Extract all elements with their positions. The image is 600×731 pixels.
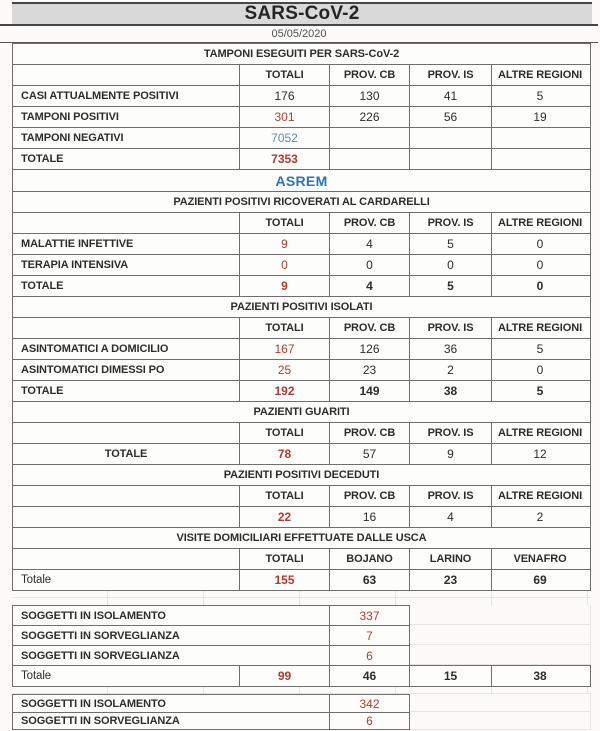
- value-cell: 78: [240, 444, 330, 464]
- value-cell: 192: [240, 381, 330, 401]
- column-header: PROV. IS: [410, 65, 492, 85]
- table-row: [12, 106, 591, 127]
- value-cell: 9: [410, 444, 492, 464]
- column-header: TOTALI: [240, 549, 330, 569]
- column-header: TOTALI: [240, 318, 330, 338]
- column-header: PROV. IS: [410, 423, 492, 443]
- value-cell: 23: [330, 360, 410, 380]
- value-cell: 0: [410, 255, 492, 275]
- column-header: PROV. IS: [410, 486, 492, 506]
- table-row: [12, 275, 591, 296]
- section-title: VISITE DOMICILIARI EFFETTUATE DALLE USCA: [12, 527, 591, 548]
- column-header: TOTALI: [240, 65, 330, 85]
- column-header-row: [12, 485, 591, 506]
- value-cell: 7: [330, 625, 410, 645]
- value-cell: 69: [533, 573, 547, 587]
- column-header: PROV. CB: [330, 423, 410, 443]
- empty-grid-area: [410, 645, 591, 665]
- value-cell: 9: [240, 276, 330, 296]
- value-cell: 9: [240, 234, 330, 254]
- column-header: ALTRE REGIONI: [497, 490, 583, 502]
- corner-cell: [13, 423, 240, 443]
- column-header: ALTRE REGIONI: [497, 427, 583, 439]
- table-row: [12, 380, 591, 401]
- value-cell: 5: [536, 342, 544, 356]
- column-header: ALTRE REGIONI: [497, 322, 583, 334]
- table-row: [12, 85, 591, 106]
- column-header: PROV. CB: [330, 213, 410, 233]
- table-row: [12, 569, 591, 590]
- row-label: TOTALE: [13, 149, 240, 169]
- row-label: SOGGETTI IN SORVEGLIANZA: [12, 712, 330, 730]
- section-title: PAZIENTI GUARITI: [12, 401, 591, 422]
- value-cell: 41: [410, 86, 492, 106]
- column-header: ALTRE REGIONI: [497, 69, 583, 81]
- value-cell: 19: [533, 110, 547, 124]
- asrem-label: ASREM: [12, 169, 591, 191]
- column-header-row: [12, 422, 591, 443]
- spreadsheet-gap: [12, 686, 591, 694]
- standalone-row: [12, 625, 591, 645]
- value-cell: [330, 128, 410, 148]
- value-cell: 22: [240, 507, 330, 527]
- value-cell: [330, 149, 410, 169]
- report-tables: [12, 43, 591, 730]
- value-cell: 4: [330, 276, 410, 296]
- value-cell: 342: [330, 694, 410, 712]
- value-cell: 130: [330, 86, 410, 106]
- value-cell: 99: [240, 666, 330, 686]
- table-row: [12, 665, 591, 686]
- row-label: MALATTIE INFETTIVE: [13, 234, 240, 254]
- value-cell: 4: [330, 234, 410, 254]
- column-header: TOTALI: [240, 213, 330, 233]
- report-date: 05/05/2020: [0, 26, 598, 43]
- value-cell: 7353: [240, 149, 330, 169]
- row-label: TAMPONI NEGATIVI: [13, 128, 240, 148]
- value-cell: 4: [410, 507, 492, 527]
- value-cell: 56: [410, 107, 492, 127]
- column-header-row: [12, 548, 591, 569]
- value-cell: [492, 149, 588, 169]
- row-label: SOGGETTI IN ISOLAMENTO: [12, 605, 330, 625]
- row-label: Totale: [13, 570, 240, 590]
- value-cell: 15: [410, 666, 492, 686]
- standalone-row: [12, 712, 591, 730]
- column-header-row: [12, 212, 591, 233]
- row-label: TERAPIA INTENSIVA: [13, 255, 240, 275]
- empty-grid-area: [410, 712, 591, 730]
- value-cell: 0: [330, 255, 410, 275]
- column-header: TOTALI: [240, 423, 330, 443]
- column-header: VENAFRO: [513, 553, 567, 565]
- corner-cell: [13, 65, 240, 85]
- row-label: [13, 507, 240, 527]
- row-label: TOTALE: [13, 276, 240, 296]
- value-cell: 57: [330, 444, 410, 464]
- row-label: TAMPONI POSITIVI: [13, 107, 240, 127]
- page-title: SARS-CoV-2: [12, 2, 592, 24]
- value-cell: 126: [330, 339, 410, 359]
- column-header: PROV. CB: [330, 486, 410, 506]
- table-row: [12, 233, 591, 254]
- value-cell: 38: [533, 669, 547, 683]
- standalone-row: [12, 694, 591, 712]
- section-title: PAZIENTI POSITIVI RICOVERATI AL CARDARELLI: [12, 191, 591, 212]
- value-cell: 63: [330, 570, 410, 590]
- column-header: LARINO: [410, 549, 492, 569]
- value-cell: 155: [240, 570, 330, 590]
- column-header: PROV. IS: [410, 318, 492, 338]
- row-label: CASI ATTUALMENTE POSITIVI: [13, 86, 240, 106]
- column-header: TOTALI: [240, 486, 330, 506]
- value-cell: 337: [330, 605, 410, 625]
- table-row: [12, 506, 591, 527]
- row-label: SOGGETTI IN SORVEGLIANZA: [12, 645, 330, 665]
- value-cell: 38: [410, 381, 492, 401]
- row-label: ASINTOMATICI A DOMICILIO: [13, 339, 240, 359]
- table-row: [12, 359, 591, 380]
- section-title: PAZIENTI POSITIVI DECEDUTI: [12, 464, 591, 485]
- value-cell: 167: [240, 339, 330, 359]
- value-cell: 23: [410, 570, 492, 590]
- spreadsheet-gap: [12, 590, 591, 605]
- value-cell: 46: [330, 666, 410, 686]
- value-cell: 2: [410, 360, 492, 380]
- corner-cell: [13, 549, 240, 569]
- value-cell: 0: [240, 255, 330, 275]
- row-label: SOGGETTI IN ISOLAMENTO: [12, 694, 330, 712]
- table-row: [12, 254, 591, 275]
- empty-grid-area: [410, 605, 591, 625]
- row-label: Totale: [13, 666, 240, 686]
- value-cell: 226: [330, 107, 410, 127]
- value-cell: 0: [536, 363, 544, 377]
- empty-grid-area: [410, 694, 591, 712]
- standalone-row: [12, 605, 591, 625]
- value-cell: 7052: [240, 128, 330, 148]
- column-header: BOJANO: [330, 549, 410, 569]
- value-cell: 16: [330, 507, 410, 527]
- value-cell: 5: [536, 384, 544, 398]
- value-cell: 2: [536, 510, 544, 524]
- value-cell: 5: [410, 234, 492, 254]
- row-label: TOTALE: [13, 381, 240, 401]
- value-cell: 36: [410, 339, 492, 359]
- value-cell: 25: [240, 360, 330, 380]
- value-cell: 5: [536, 89, 544, 103]
- corner-cell: [13, 213, 240, 233]
- row-label: TOTALE: [13, 444, 240, 464]
- row-label: ASINTOMATICI DIMESSI PO: [13, 360, 240, 380]
- column-header-row: [12, 317, 591, 338]
- row-label: SOGGETTI IN SORVEGLIANZA: [12, 625, 330, 645]
- value-cell: 176: [240, 86, 330, 106]
- table-row: [12, 443, 591, 464]
- value-cell: 6: [330, 712, 410, 730]
- value-cell: [492, 128, 588, 148]
- table-row: [12, 148, 591, 169]
- value-cell: 12: [533, 447, 547, 461]
- value-cell: 0: [536, 237, 544, 251]
- column-header: PROV. CB: [330, 65, 410, 85]
- value-cell: [410, 128, 492, 148]
- column-header: PROV. CB: [330, 318, 410, 338]
- corner-cell: [13, 486, 240, 506]
- value-cell: 301: [240, 107, 330, 127]
- table-row: [12, 338, 591, 359]
- value-cell: 149: [330, 381, 410, 401]
- value-cell: [410, 149, 492, 169]
- value-cell: 0: [536, 258, 544, 272]
- column-header: PROV. IS: [410, 213, 492, 233]
- table-row: [12, 127, 591, 148]
- value-cell: 0: [536, 279, 544, 293]
- section-title: TAMPONI ESEGUITI PER SARS-CoV-2: [12, 43, 591, 64]
- corner-cell: [13, 318, 240, 338]
- section-title: PAZIENTI POSITIVI ISOLATI: [12, 296, 591, 317]
- value-cell: 5: [410, 276, 492, 296]
- value-cell: 6: [330, 645, 410, 665]
- column-header-row: [12, 64, 591, 85]
- standalone-row: [12, 645, 591, 665]
- empty-grid-area: [410, 625, 591, 645]
- column-header: ALTRE REGIONI: [497, 217, 583, 229]
